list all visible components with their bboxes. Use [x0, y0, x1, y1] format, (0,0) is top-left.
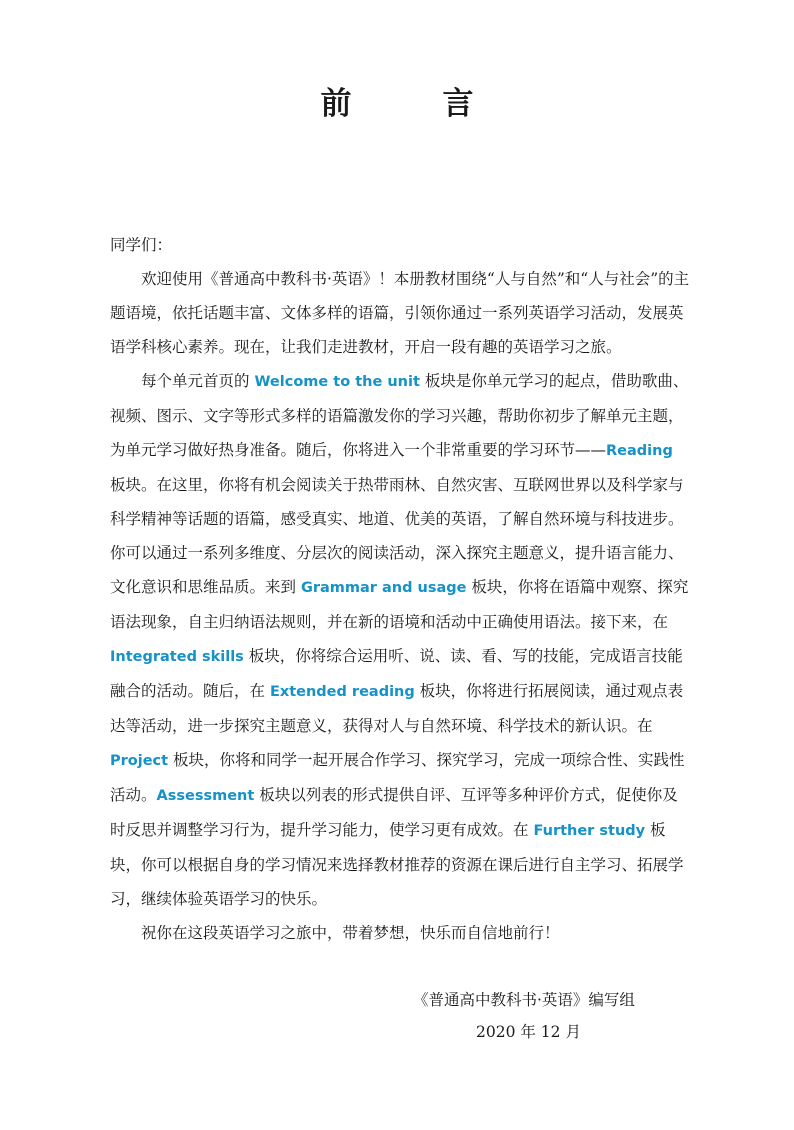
paragraph-closing: 祝你在这段英语学习之旅中，带着梦想，快乐而自信地前行！	[141, 924, 560, 942]
paragraph-sections	[110, 364, 690, 916]
text-run: 板块，你将进行拓展阅读，通过观点表达等活动，进一步探究主题意义，获得对人与自然环境、科学技术的新认识。在	[110, 682, 684, 735]
page-title: 前 言	[320, 86, 504, 122]
section-name-extended-reading: Extended reading	[269, 684, 415, 700]
section-name-assessment: Assessment	[156, 788, 255, 804]
section-name-further-study: Further study	[533, 823, 646, 839]
section-name-reading: Reading	[606, 443, 673, 459]
text-run: 板块，你可以根据自身的学习情况来选择教材推荐的资源在课后进行自主学习、拓展学习，继续体验英语学习的快乐。	[110, 821, 684, 908]
document-body	[110, 262, 690, 950]
text-run: 板块。在这里，你将有机会阅读关于热带雨林、自然灾害、互联网世界以及科学家与科学精神等话题的语篇，感受真实、地道、优美的英语，了解自然环境与科技进步。你可以通过一系列多维度、分层次的阅读活动，深入探究主题意义，提升语言能力、文化意识和思维品质。来到	[110, 476, 684, 596]
section-name-welcome: Welcome to the unit	[254, 374, 420, 390]
greeting: 同学们：	[110, 236, 173, 254]
text-run: 板块，你将综合运用听、说、读、看、写的技能，完成语言技能融合的活动。随后，在	[110, 647, 683, 700]
section-name-integrated-skills: Integrated skills	[110, 649, 244, 665]
section-name-grammar: Grammar and usage	[300, 580, 467, 596]
text-run: 板块是你单元学习的起点，借助歌曲、视频、图示、文字等形式多样的语篇激发你的学习兴趣，帮助你初步了解单元主题，为单元学习做好热身准备。随后，你将进入一个非常重要的学习环节——	[110, 372, 689, 459]
date: 2020 年 12 月	[476, 1023, 581, 1041]
text-run: 板块以列表的形式提供自评、互评等多种评价方式，促使你及时反思并调整学习行为，提升学习能力，使学习更有成效。在	[110, 786, 678, 839]
text-run: 每个单元首页的	[141, 372, 255, 390]
text-run: 板块，你将和同学一起开展合作学习、探究学习，完成一项综合性、实践性活动。	[110, 751, 685, 804]
section-name-project: Project	[110, 753, 169, 769]
signature: 《普通高中教科书·英语》编写组	[413, 991, 635, 1009]
text-run: 板块，你将在语篇中观察、探究语法现象，自主归纳语法规则，并在新的语境和活动中正确使用语法。接下来，在	[110, 578, 689, 631]
paragraph-intro: 欢迎使用《普通高中教科书·英语》！本册教材围绕“人与自然”和“人与社会”的主题语境，依托话题丰富、文体多样的语篇，引领你通过一系列英语学习活动，发展英语学科核心素养。现在，让我们走进教材，开启一段有趣的英语学习之旅。	[110, 270, 690, 356]
